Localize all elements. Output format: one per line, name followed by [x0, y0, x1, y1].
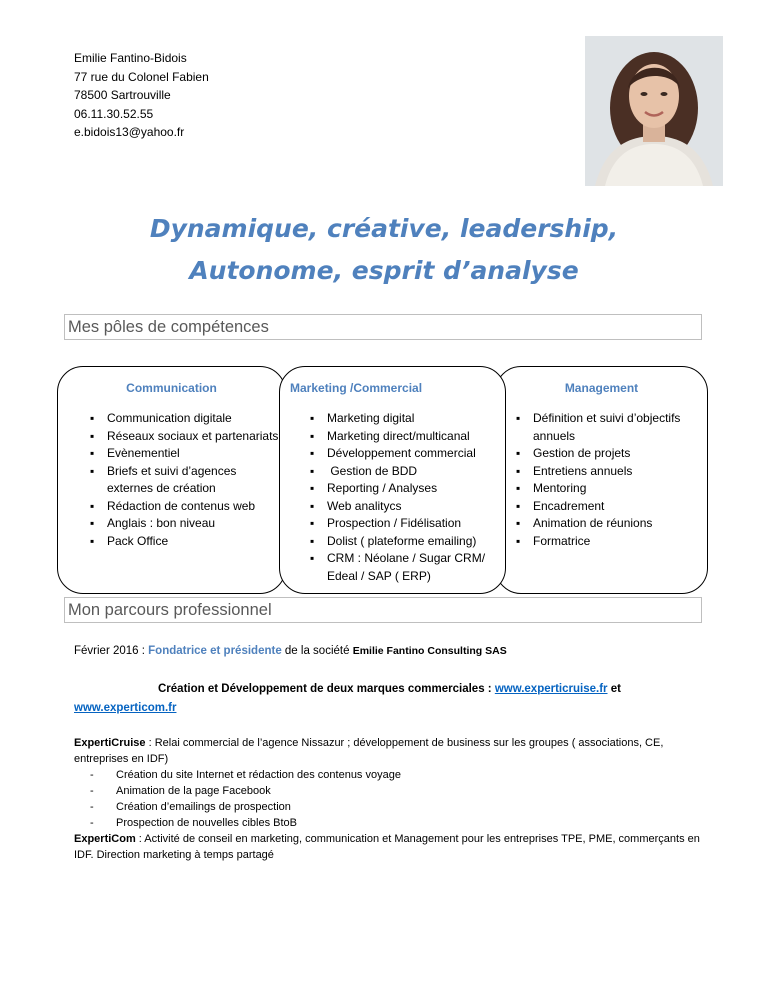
list-item: ▪ Communication digitale — [90, 410, 280, 428]
career-entry-2016 — [74, 643, 507, 659]
experience-details — [74, 735, 704, 863]
list-item: ▪ Mentoring — [516, 480, 706, 498]
task-item: - Création du site Internet et rédaction des contenus voyage — [90, 769, 401, 781]
brands-text: Création et Développement de deux marques commerciales : — [158, 683, 495, 695]
skills-list — [516, 410, 706, 550]
list-item: ▪ Marketing direct/multicanal — [310, 428, 505, 446]
task-item: - Prospection de nouvelles cibles BtoB — [90, 817, 297, 829]
list-item: ▪ Web analitycs — [310, 498, 505, 516]
skills-list — [90, 410, 280, 550]
list-item: ▪ Encadrement — [516, 498, 706, 516]
skills-card-communication — [57, 366, 286, 594]
list-item: ▪ Développement commercial — [310, 445, 505, 463]
contact-address: 77 rue du Colonel Fabien — [74, 69, 209, 84]
career-date: Février 2016 : — [74, 645, 149, 657]
card-title: Marketing /Commercial — [290, 381, 423, 395]
brands-paragraph — [74, 680, 694, 718]
skills-heading: Mes pôles de compétences — [64, 314, 702, 340]
tagline-line-1: Dynamique, créative, leadership, — [149, 214, 619, 243]
list-item: ▪ Prospection / Fidélisation — [310, 515, 505, 533]
company-prefix: de la société — [281, 645, 353, 657]
list-item: ▪ Gestion de BDD — [310, 463, 505, 481]
contact-phone: 06.11.30.52.55 — [74, 106, 154, 121]
list-item: ▪ Pack Office — [90, 533, 280, 551]
experticom-link[interactable]: www.experticom.fr — [74, 702, 177, 714]
experticruise-label: ExpertiCruise — [74, 737, 146, 749]
experticom-desc: : Activité de conseil en marketing, communication et Management pour les entreprises TPE, PME, commerçants en IDF. Direction marketing à temps partagé — [74, 833, 700, 861]
list-item: ▪ Gestion de projets — [516, 445, 706, 463]
career-heading: Mon parcours professionnel — [64, 597, 702, 623]
list-item: ▪ Dolist ( plateforme emailing) — [310, 533, 505, 551]
experticruise-link[interactable]: www.experticruise.fr — [494, 683, 608, 695]
experticom-label: ExpertiCom — [74, 833, 136, 845]
contact-email: e.bidois13@yahoo.fr — [74, 125, 185, 139]
career-role: Fondatrice et présidente — [148, 645, 282, 657]
tagline-line-2: Autonome, esprit d’analyse — [189, 256, 579, 285]
list-item: ▪ Reporting / Analyses — [310, 480, 505, 498]
list-item: ▪ Marketing digital — [310, 410, 505, 428]
skills-list — [310, 410, 505, 585]
list-item: ▪ Formatrice — [516, 533, 706, 551]
list-item: ▪ Définition et suivi d’objectifs annuels — [516, 410, 706, 445]
list-item: ▪ Evènementiel — [90, 445, 280, 463]
skills-card-marketing — [279, 366, 506, 594]
list-item: ▪ CRM : Néolane / Sugar CRM/ Edeal / SAP ( ERP) — [310, 550, 505, 585]
task-item: - Animation de la page Facebook — [90, 785, 271, 797]
company-name: Emilie Fantino Consulting SAS — [352, 645, 507, 657]
contact-block — [74, 49, 209, 142]
list-item: ▪ Rédaction de contenus web — [90, 498, 280, 516]
card-title: Communication — [126, 381, 217, 395]
task-item: - Création d’emailings de prospection — [90, 801, 291, 813]
list-item: ▪ Briefs et suivi d’agences externes de création — [90, 463, 280, 498]
contact-city: 78500 Sartrouville — [74, 88, 171, 102]
profile-photo — [585, 36, 723, 186]
list-item: ▪ Réseaux sociaux et partenariats — [90, 428, 280, 446]
experticruise-desc: : Relai commercial de l’agence Nissazur ; développement de business sur les groupes ( associations, CE, entreprises en IDF) — [74, 737, 664, 765]
list-item: ▪ Anglais : bon niveau — [90, 515, 280, 533]
card-title: Management — [564, 381, 639, 395]
contact-name: Emilie Fantino-Bidois — [74, 51, 187, 65]
list-item: ▪ Animation de réunions — [516, 515, 706, 533]
list-item: ▪ Entretiens annuels — [516, 463, 706, 481]
and-text: et — [607, 683, 621, 695]
skills-card-management — [495, 366, 708, 594]
